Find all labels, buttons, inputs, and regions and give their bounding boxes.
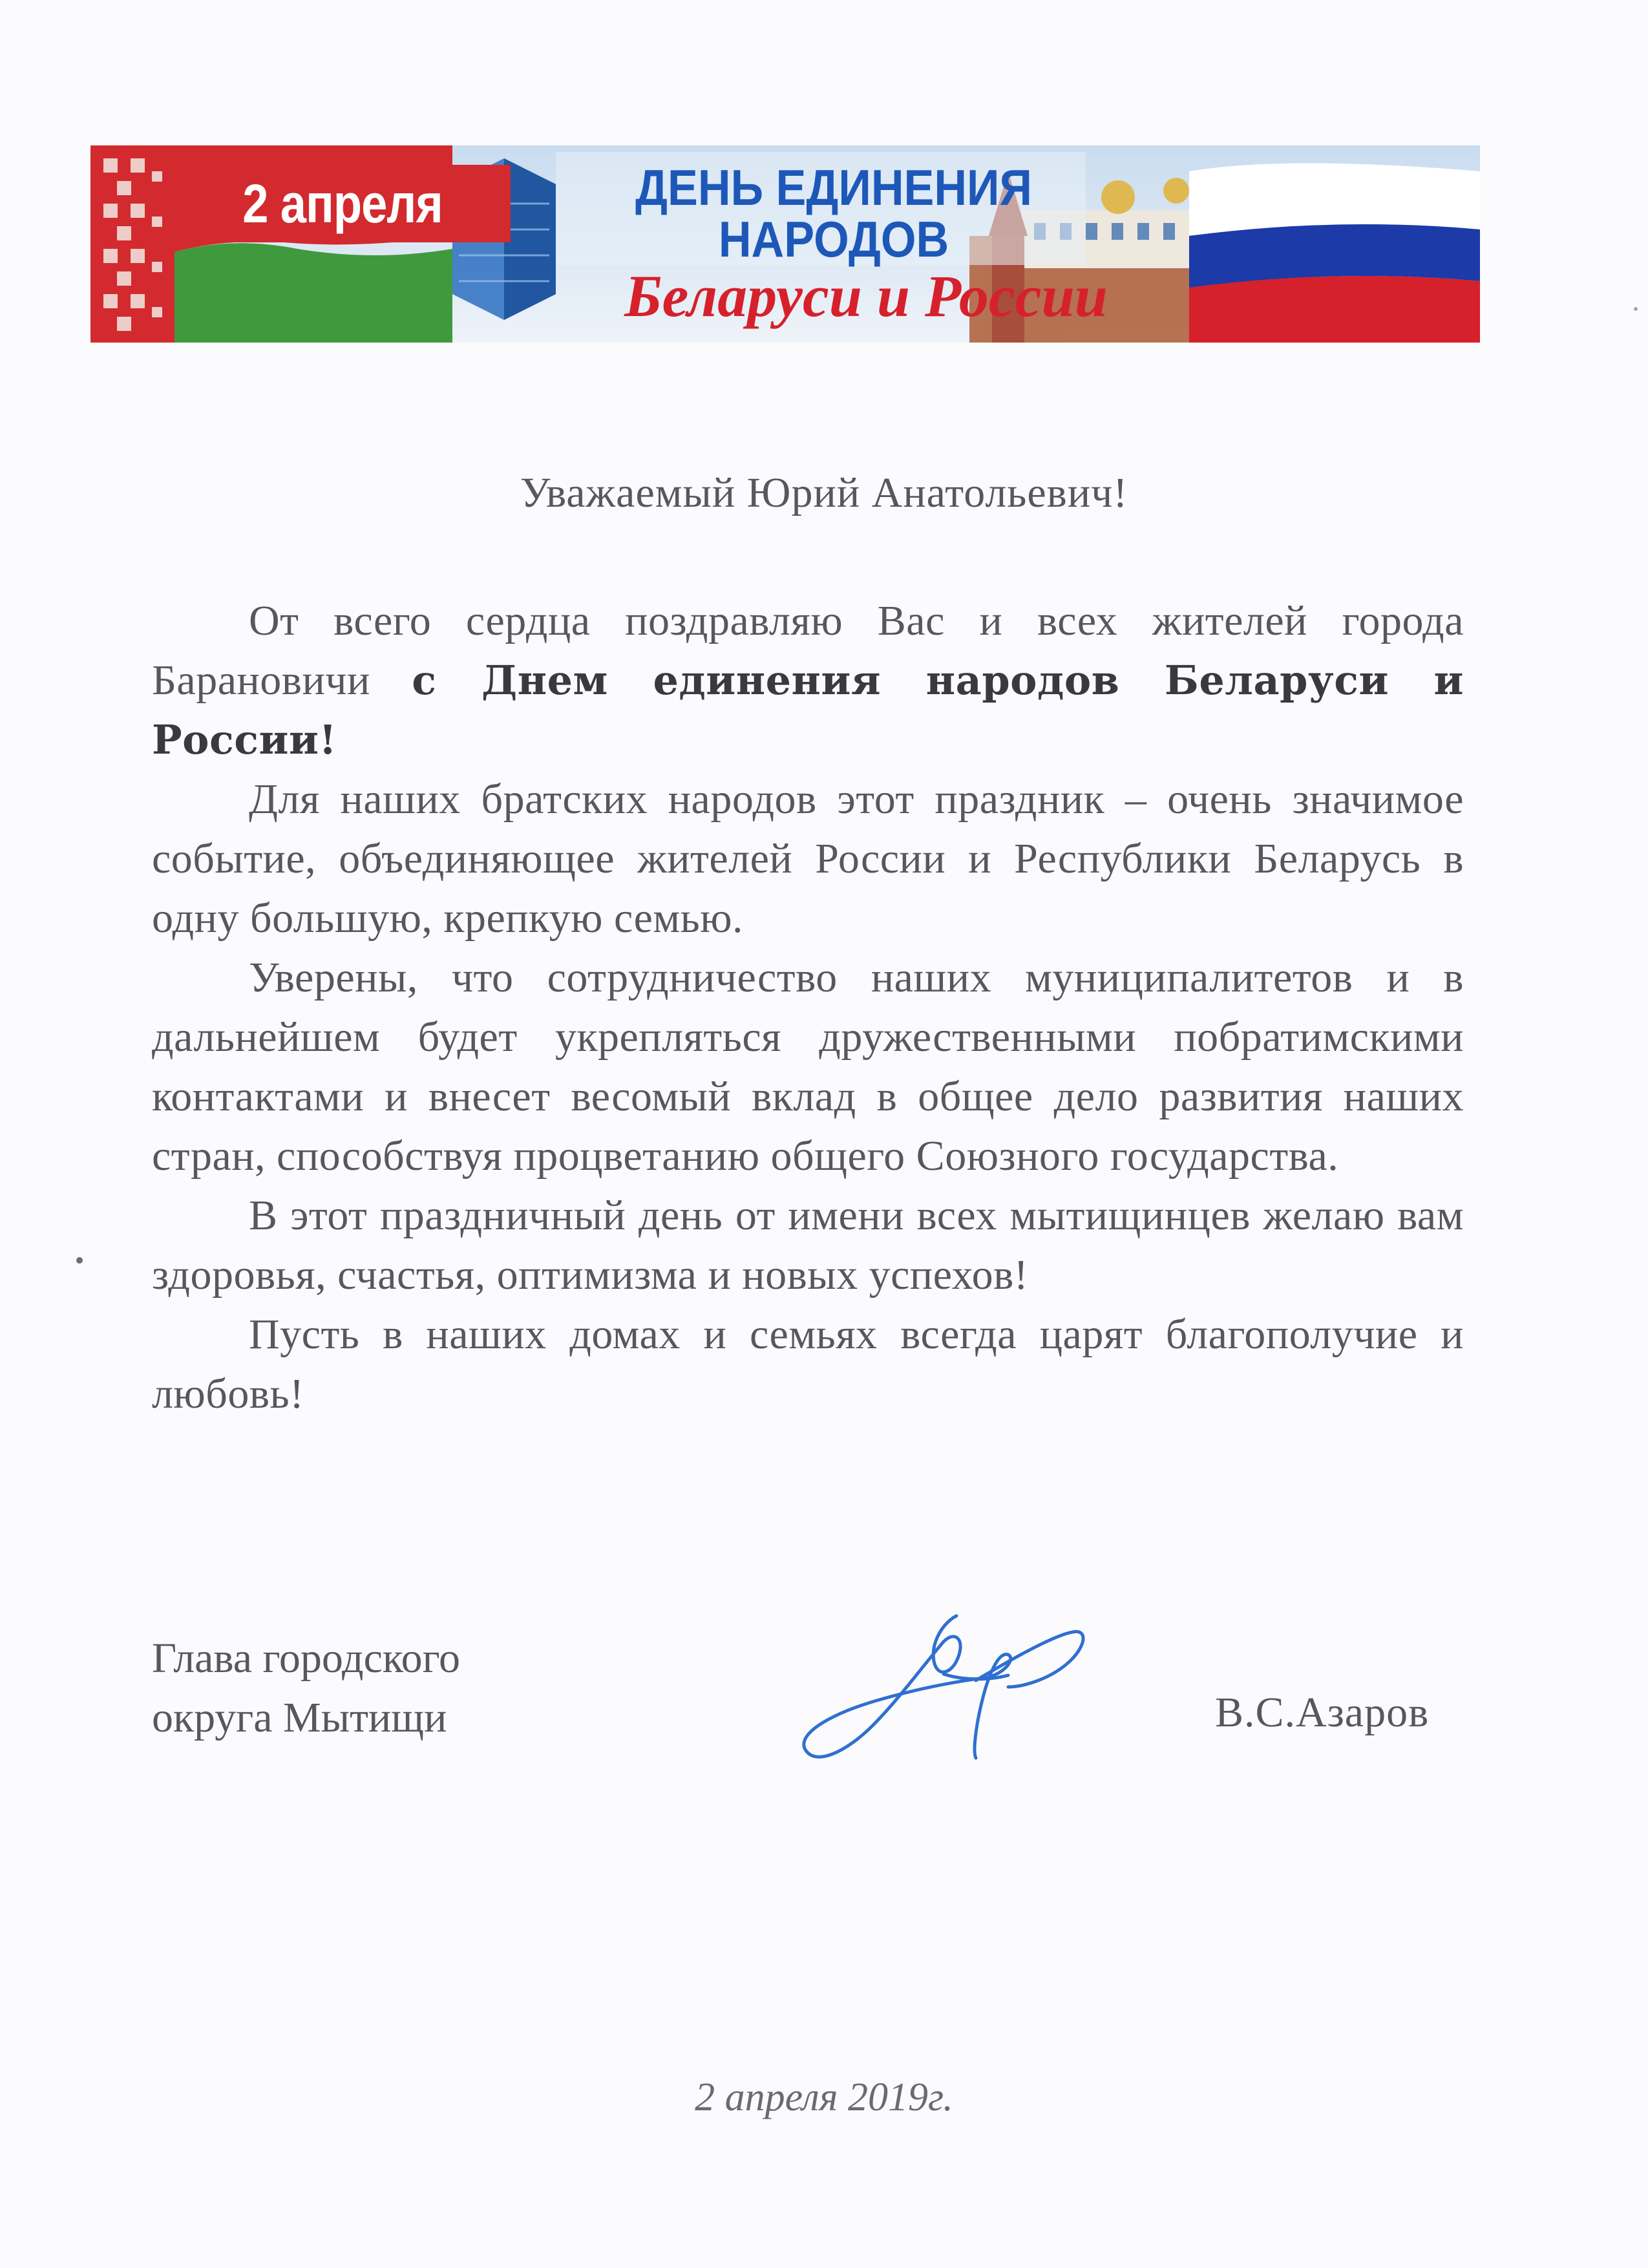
paragraph-3: Уверены, что сотрудничество наших муниципалитетов и в дальнейшем будет укрепляться дружественными побратимскими контактами и внесет весомый вклад в общее дело развития наших стран, способствуя процветанию общего Союзного государства. — [152, 954, 1464, 1180]
paragraph-1-text: От всего сердца поздравляю Вас и всех жителей города Барановичи — [152, 597, 1464, 704]
signer-name: В.С.Азаров — [1215, 1689, 1430, 1736]
letter-body — [152, 591, 1464, 1424]
salutation: Уважаемый Юрий Анатольевич! — [520, 469, 1128, 516]
banner-date: 2 апреля — [242, 173, 443, 234]
paragraph-1 — [152, 591, 1464, 770]
paragraph-1-highlight: с Днем единения народов Беларуси и России! — [152, 657, 1464, 763]
position-line-2: округа Мытищи — [152, 1694, 447, 1741]
scan-speck — [76, 1257, 83, 1264]
banner-title-line3: Беларуси и России — [624, 263, 1108, 329]
paragraph-2: Для наших братских народов этот праздник – очень значимое событие, объединяющее жителей России и Республики Беларусь в одну большую, крепкую семью. — [152, 776, 1464, 942]
banner-title-line2: НАРОДОВ — [718, 211, 949, 268]
letter-date: 2 апреля 2019г. — [695, 2075, 953, 2119]
holiday-banner — [90, 145, 1480, 343]
banner-title-line1: ДЕНЬ ЕДИНЕНИЯ — [635, 159, 1032, 216]
scan-speck — [1634, 307, 1638, 311]
handwritten-signature — [795, 1603, 1131, 1797]
position-line-1: Глава городского — [152, 1635, 461, 1682]
signer-position — [152, 1629, 460, 1748]
paragraph-4: В этот праздничный день от имени всех мытищинцев желаю вам здоровья, счастья, оптимизма и новых успехов! — [152, 1192, 1464, 1298]
paragraph-5: Пусть в наших домах и семьях всегда царят благополучие и любовь! — [152, 1311, 1464, 1417]
